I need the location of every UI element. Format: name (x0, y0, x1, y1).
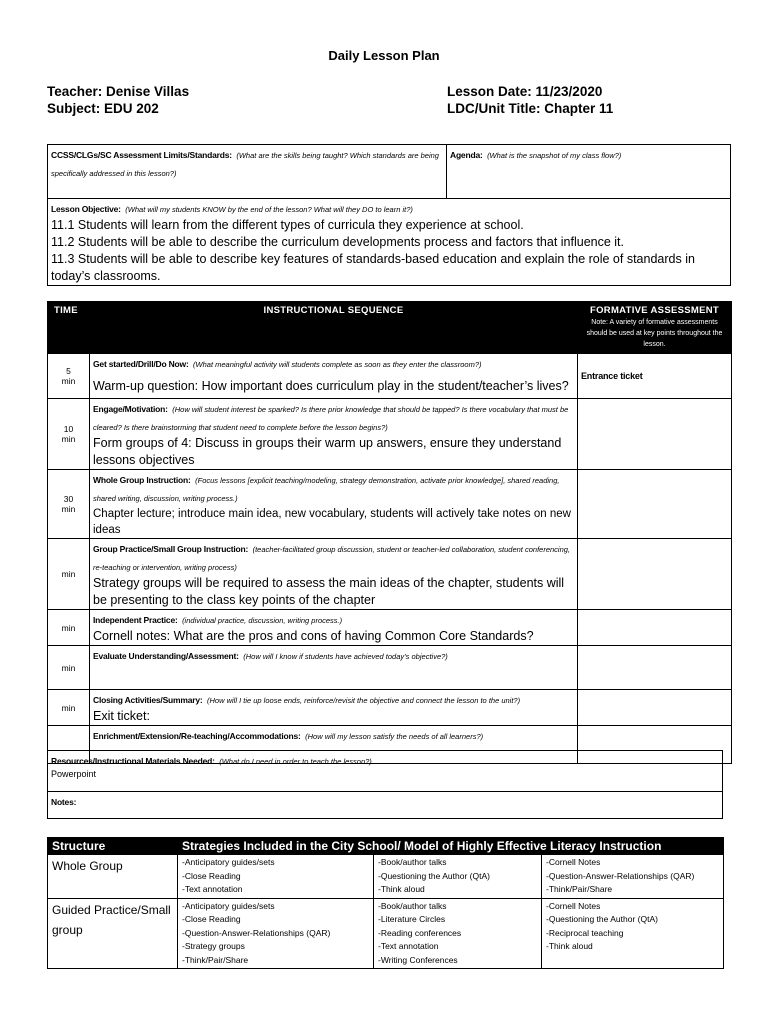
time-minutes: 5 (66, 366, 71, 376)
step-label: Engage/Motivation: (93, 404, 168, 414)
time-unit: min (61, 622, 76, 633)
assessment-cell (578, 470, 732, 539)
resources-table (47, 750, 723, 819)
table-row (48, 855, 724, 899)
page-title: Daily Lesson Plan (328, 48, 440, 63)
assessment-cell (578, 399, 732, 470)
objective-cell (48, 199, 731, 286)
time-unit: min (61, 434, 76, 444)
lesson-date-label: Lesson Date: 11/23/2020 (447, 84, 603, 99)
step-hint: (What meaningful activity will students complete as soon as they enter the classroom?) (193, 360, 482, 369)
strategy-list (542, 855, 724, 899)
time-unit: min (61, 569, 76, 579)
time-cell (48, 399, 90, 470)
resources-value: Powerpoint (51, 769, 97, 779)
strategy-list (374, 898, 542, 969)
list-item: -Think aloud (546, 941, 593, 951)
step-text: Chapter lecture; introduce main idea, new vocabulary, students will actively take notes on new ideas (93, 508, 571, 536)
col-sequence-header: INSTRUCTIONAL SEQUENCE (90, 302, 578, 354)
list-item: -Anticipatory guides/sets (182, 857, 275, 867)
sequence-cell (90, 539, 578, 610)
list-item: -Literature Circles (378, 914, 446, 924)
time-minutes: 30 (63, 494, 74, 504)
step-hint: (individual practice, discussion, writing process.) (182, 616, 343, 625)
assessment-text: Entrance ticket (581, 371, 643, 381)
objective-line: 11.1 Students will learn from the different types of curricula they experience at school. (51, 218, 524, 232)
standards-label: CCSS/CLGs/SC Assessment Limits/Standards: (51, 150, 232, 160)
step-hint: (How will I tie up loose ends, reinforce/revisit the objective and connect the lesson to the unit?) (207, 696, 521, 705)
time-cell (48, 690, 90, 726)
step-text: Form groups of 4: Discuss in groups their warm up answers, ensure they understand lessons objectives (93, 436, 562, 467)
list-item: -Cornell Notes (546, 900, 601, 911)
list-item: -Writing Conferences (378, 954, 458, 965)
step-label: Enrichment/Extension/Re-teaching/Accommodations: (93, 731, 301, 741)
standards-hint: (What are the skills being taught? Which standards are being specifically addressed in this lesson?) (51, 151, 439, 178)
standards-objective-box (47, 144, 731, 286)
step-label: Get started/Drill/Do Now: (93, 359, 189, 369)
list-item: -Book/author talks (378, 900, 447, 911)
list-item: -Reading conferences (378, 927, 462, 938)
list-item: -Think/Pair/Share (182, 954, 249, 965)
step-label: Independent Practice: (93, 615, 178, 625)
time-cell (48, 470, 90, 539)
step-text: Strategy groups will be required to assess the main ideas of the chapter, students will be presenting to the class key points of the chapter (93, 576, 565, 607)
step-label: Evaluate Understanding/Assessment: (93, 651, 239, 661)
time-unit: min (61, 376, 76, 386)
list-item: -Text annotation (378, 941, 439, 951)
instructional-sequence-table (47, 301, 732, 764)
time-cell (48, 646, 90, 690)
strategies-header: Strategies Included in the City School/ Model of Highly Effective Literacy Instruction (178, 838, 724, 855)
step-text: Exit ticket: (93, 709, 150, 723)
list-item: -Strategy groups (182, 941, 245, 951)
assessment-cell (578, 646, 732, 690)
assessment-cell (578, 354, 732, 399)
resources-label: Resources/Instructional Materials Needed: (51, 756, 215, 766)
resources-hint: (What do I need in order to teach the lesson?) (219, 757, 372, 766)
time-unit: min (61, 662, 76, 673)
time-minutes: 10 (63, 424, 74, 434)
strategy-list (178, 855, 374, 899)
strategies-table (47, 837, 724, 969)
list-item: -Think/Pair/Share (546, 884, 613, 894)
teacher-label: Teacher: Denise Villas (47, 84, 190, 99)
notes-cell (48, 792, 723, 819)
list-item: -Text annotation (182, 884, 243, 894)
step-hint: (teacher-facilitated group discussion, student or teacher-led collaboration, student conferencing, re-teaching or intervention, writing process) (93, 545, 571, 572)
structure-cell: Guided Practice/Small group (48, 898, 178, 969)
strategy-list (178, 898, 374, 969)
agenda-label: Agenda: (450, 150, 483, 160)
objective-label: Lesson Objective: (51, 204, 121, 214)
step-hint: (Focus lessons [explicit teaching/modeling, strategy demonstration, activate prior knowledge], shared reading, shared writing, discussion, writing process.) (93, 476, 560, 503)
objective-line: 11.3 Students will be able to describe key features of standards-based education and explain the role of standards in today’s classrooms. (51, 252, 695, 283)
agenda-cell (447, 145, 731, 199)
list-item: -Question-Answer-Relationships (QAR) (182, 927, 331, 938)
sequence-cell (90, 646, 578, 690)
notes-label: Notes: (51, 797, 77, 807)
step-text: Cornell notes: What are the pros and cons of having Common Core Standards? (93, 629, 534, 643)
table-row (48, 399, 732, 470)
resources-cell (48, 751, 723, 792)
time-cell (48, 354, 90, 399)
sequence-cell (90, 690, 578, 726)
standards-cell (48, 145, 447, 199)
table-row (48, 646, 732, 690)
table-row (48, 690, 732, 726)
structure-cell: Whole Group (48, 855, 178, 899)
strategy-list (542, 898, 724, 969)
table-row (48, 898, 724, 969)
step-label: Group Practice/Small Group Instruction: (93, 544, 249, 554)
table-row (48, 539, 732, 610)
assessment-note: Note: A variety of formative assessments should be used at key points throughout the lesson. (586, 319, 723, 348)
list-item: -Think aloud (378, 884, 425, 894)
agenda-hint: (What is the snapshot of my class flow?) (487, 151, 622, 160)
table-row (48, 470, 732, 539)
step-hint: (How will student interest be sparked? Is there prior knowledge that should be tapped? Is there vocabulary that must be cleared? Is there brainstorming that student need to complete before the lesson begins?) (93, 405, 569, 432)
sequence-cell (90, 470, 578, 539)
assessment-cell (578, 610, 732, 646)
list-item: -Question-Answer-Relationships (QAR) (546, 870, 695, 881)
list-item: -Reciprocal teaching (546, 927, 624, 938)
sequence-cell (90, 610, 578, 646)
sequence-cell (90, 354, 578, 399)
step-text: Warm-up question: How important does curriculum play in the student/teacher’s lives? (93, 379, 569, 393)
step-hint: (How will my lesson satisfy the needs of all learners?) (305, 732, 484, 741)
strategy-list (374, 855, 542, 899)
list-item: -Questioning the Author (QtA) (378, 870, 490, 881)
sequence-cell (90, 399, 578, 470)
structure-header: Structure (48, 838, 178, 855)
assessment-cell (578, 539, 732, 610)
time-cell (48, 610, 90, 646)
list-item: -Questioning the Author (QtA) (546, 914, 658, 924)
table-row (48, 610, 732, 646)
time-cell (48, 539, 90, 610)
objective-line: 11.2 Students will be able to describe the curriculum developments process and factors that influence it. (51, 235, 624, 249)
list-item: -Close Reading (182, 914, 241, 924)
step-hint: (How will I know if students have achieved today’s objective?) (243, 652, 448, 661)
assessment-cell (578, 690, 732, 726)
step-label: Whole Group Instruction: (93, 475, 191, 485)
time-unit: min (61, 702, 76, 713)
list-item: -Book/author talks (378, 857, 447, 867)
assessment-title: FORMATIVE ASSESSMENT (590, 305, 719, 316)
col-time-header: TIME (48, 302, 90, 354)
list-item: -Cornell Notes (546, 857, 601, 867)
unit-title-label: LDC/Unit Title: Chapter 11 (447, 101, 614, 116)
col-assessment-header (578, 302, 732, 354)
objective-hint: (What will my students KNOW by the end of the lesson? What will they DO to learn it?) (125, 205, 413, 214)
table-row (48, 354, 732, 399)
subject-label: Subject: EDU 202 (47, 101, 159, 116)
time-unit: min (61, 504, 76, 514)
list-item: -Anticipatory guides/sets (182, 900, 275, 911)
step-label: Closing Activities/Summary: (93, 695, 203, 705)
list-item: -Close Reading (182, 870, 241, 881)
